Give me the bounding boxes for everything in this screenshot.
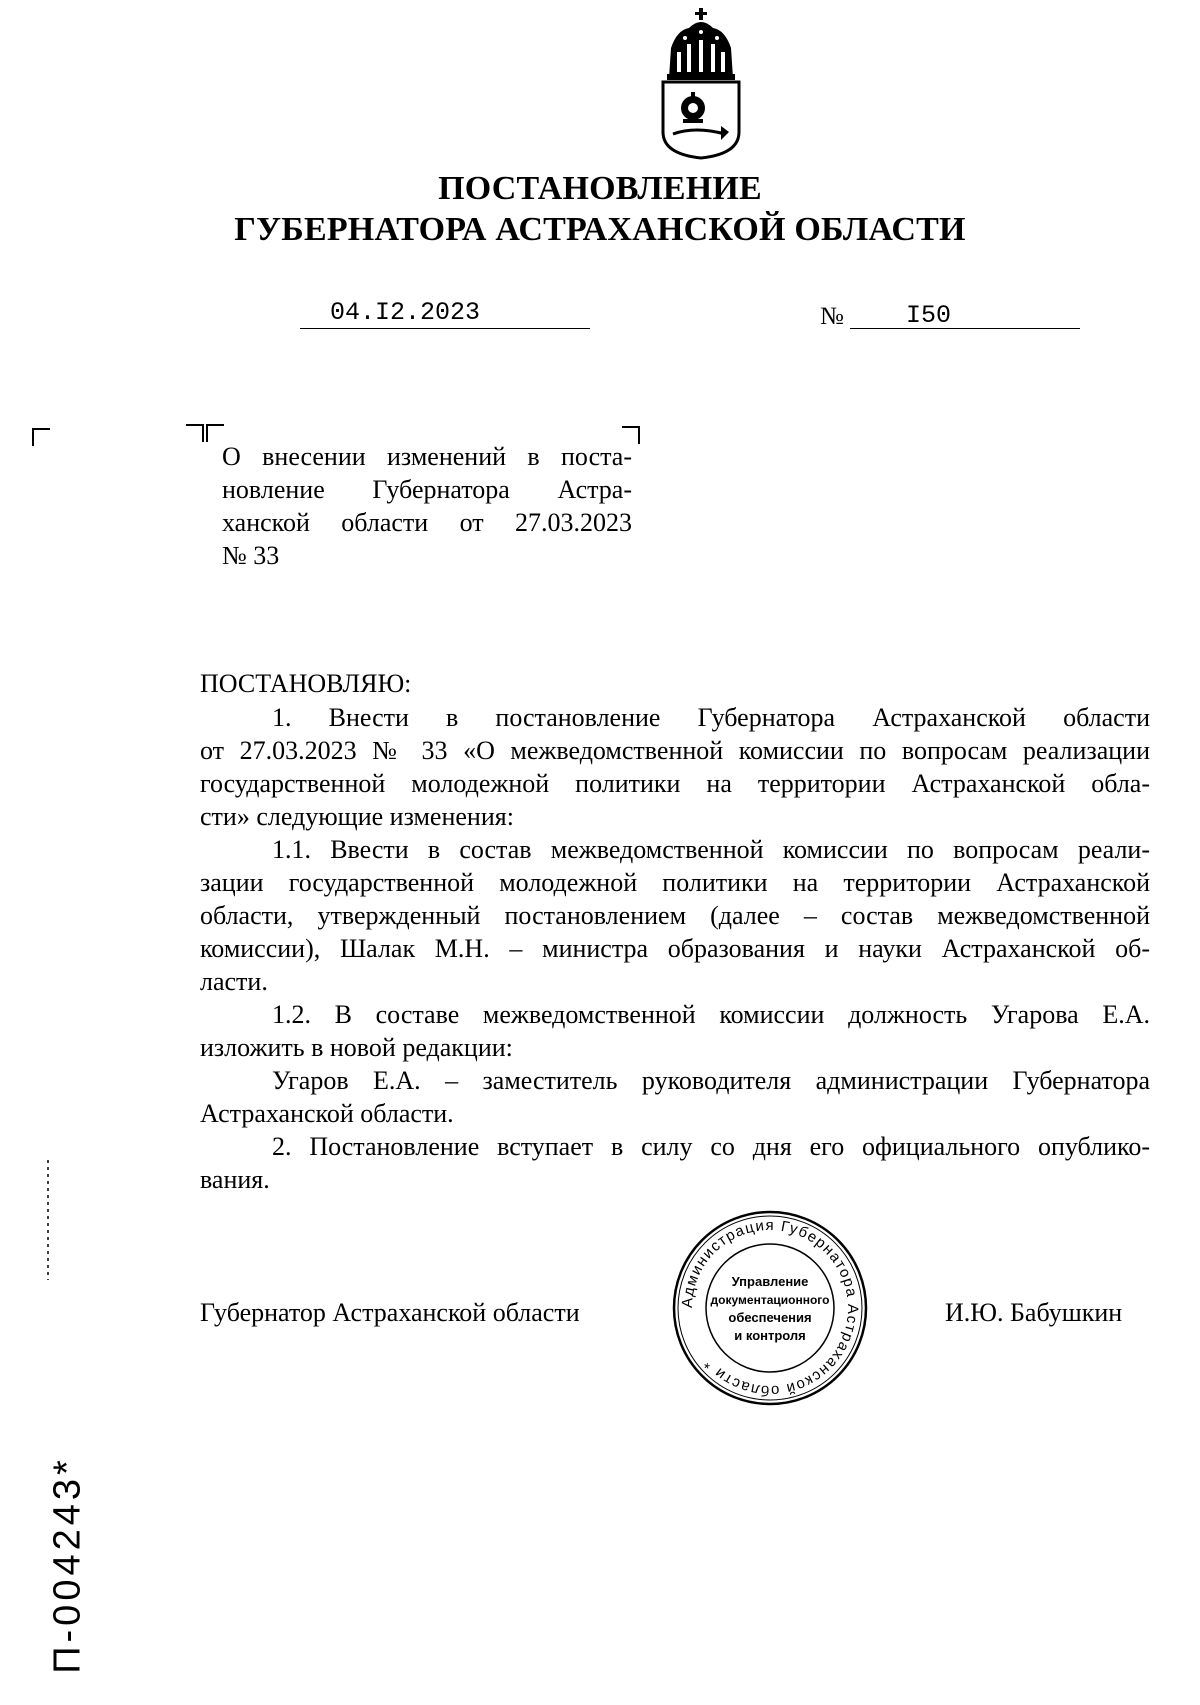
document-subject	[222, 440, 632, 572]
registry-stamp	[38, 1430, 98, 1700]
decree-heading: ПОСТАНОВЛЯЮ:	[200, 669, 412, 698]
issuer-title: ГУБЕРНАТОРА АСТРАХАНСКОЙ ОБЛАСТИ	[234, 211, 966, 248]
title-corner-mark-left-a	[186, 424, 204, 442]
body-line: 2. Постановление вступает в силу со дня его официального опублико-	[272, 1132, 1150, 1161]
body-line: зации государственной молодежной политики на территории Астраханской	[200, 868, 1150, 897]
stamp-ring-text: Администрация Губернатора Астраханской области *	[678, 1216, 862, 1400]
body-line: изложить в новой редакции:	[200, 1033, 513, 1062]
document-date: 04.I2.2023	[330, 298, 481, 327]
body-line: ласти.	[200, 967, 268, 996]
margin-corner-mark	[32, 428, 50, 446]
subject-line: новление Губернатора Астра-	[222, 475, 632, 504]
document-type-title: ПОСТАНОВЛЕНИЕ	[438, 170, 762, 207]
body-line: 1.2. В составе межведомственной комиссии должность Угарова Е.А.	[272, 1000, 1150, 1029]
margin-tick-marks	[46, 1160, 50, 1280]
coat-of-arms-icon	[655, 8, 747, 160]
registry-number: П-004243*	[46, 1456, 89, 1674]
number-sign: №	[820, 303, 844, 330]
body-line: сти» следующие изменения:	[200, 802, 514, 831]
subject-line: ханской области от 27.03.2023	[222, 508, 632, 537]
signer-position: Губернатор Астраханской области	[200, 1298, 580, 1327]
signer-name: И.Ю. Бабушкин	[945, 1298, 1123, 1327]
stamp-center-line: обеспечения	[728, 1310, 812, 1325]
official-stamp-icon	[670, 1208, 870, 1408]
body-line: Угаров Е.А. – заместитель руководителя администрации Губернатора	[272, 1066, 1150, 1095]
body-line: государственной молодежной политики на территории Астраханской обла-	[200, 769, 1150, 798]
subject-line: № 33	[222, 541, 280, 570]
body-line: комиссии), Шалак М.Н. – министра образования и науки Астраханской об-	[200, 934, 1150, 963]
stamp-center-line: и контроля	[734, 1328, 806, 1343]
body-line: 1. Внести в постановление Губернатора Астраханской области	[272, 703, 1150, 732]
date-underline	[300, 328, 590, 329]
number-underline	[850, 328, 1080, 329]
document-number: I50	[906, 301, 952, 330]
body-line: от 27.03.2023 № 33 «О межведомственной комиссии по вопросам реализации	[200, 736, 1150, 765]
body-line: 1.1. Ввести в состав межведомственной комиссии по вопросам реали-	[272, 835, 1150, 864]
body-line: вания.	[200, 1165, 270, 1194]
stamp-center-line: документационного	[710, 1293, 830, 1307]
body-line: области, утвержденный постановлением (далее – состав межведомственной	[200, 901, 1150, 930]
body-line: Астраханской области.	[200, 1099, 454, 1128]
stamp-center-line: Управление	[731, 1274, 809, 1289]
subject-line: О внесении изменений в поста-	[222, 442, 632, 471]
document-body	[200, 701, 1150, 1196]
